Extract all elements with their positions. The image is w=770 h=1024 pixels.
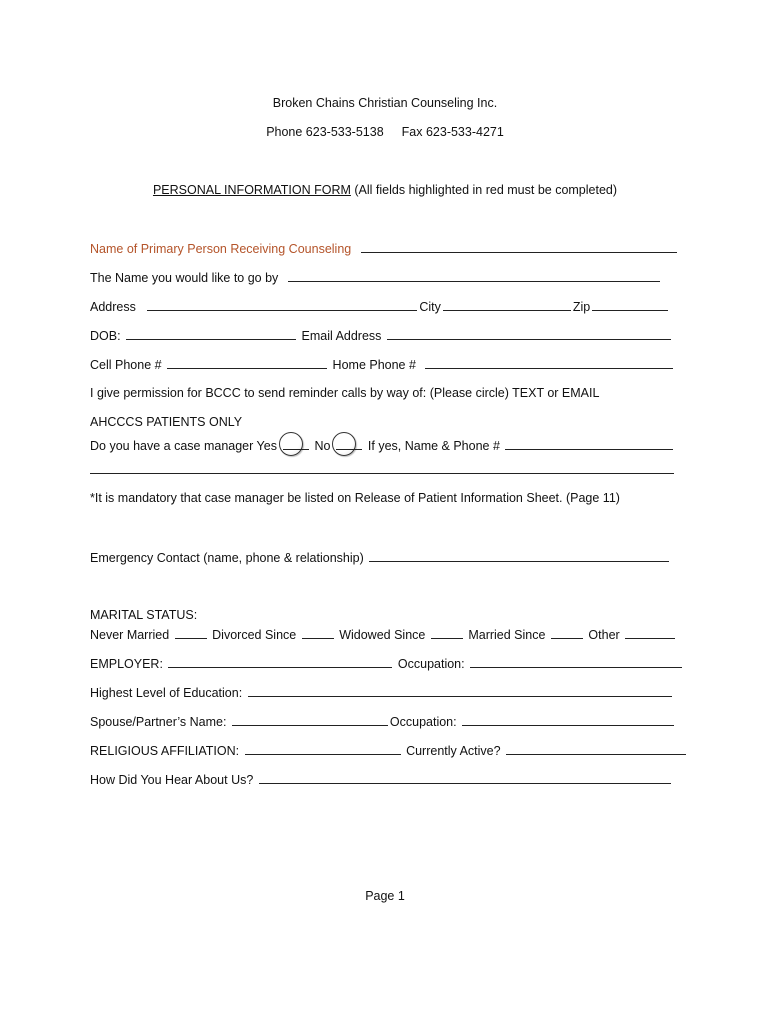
form-title-text: PERSONAL INFORMATION FORM	[152, 183, 351, 197]
no-blank[interactable]	[336, 437, 362, 450]
mandatory-note: *It is mandatory that case manager be listed on Release of Patient Information Sheet. (Page 11)	[90, 491, 620, 505]
widowed-since-input[interactable]	[431, 626, 463, 639]
cell-phone-label: Cell Phone #	[90, 358, 162, 372]
ahcccs-heading: AHCCCS PATIENTS ONLY	[90, 415, 243, 429]
no-label: No	[314, 439, 331, 453]
case-manager-row	[90, 432, 675, 456]
case-manager-extra-input[interactable]	[90, 461, 674, 474]
marital-heading: MARITAL STATUS:	[90, 608, 198, 622]
case-manager-extra-line	[90, 461, 674, 478]
religious-row	[90, 742, 688, 759]
zip-input[interactable]	[592, 298, 668, 311]
occupation-input[interactable]	[470, 655, 682, 668]
primary-person-row	[90, 240, 679, 257]
case-manager-input[interactable]	[505, 437, 673, 450]
spouse-label: Spouse/Partner’s Name:	[90, 715, 227, 729]
hear-row	[90, 771, 673, 788]
education-label: Highest Level of Education:	[90, 686, 243, 700]
dob-label: DOB:	[90, 329, 121, 343]
education-input[interactable]	[248, 684, 672, 697]
address-row	[90, 298, 670, 315]
home-phone-input[interactable]	[425, 356, 673, 369]
fax-number: Fax 623-533-4271	[401, 125, 504, 139]
city-input[interactable]	[443, 298, 571, 311]
employer-row	[90, 655, 684, 672]
spouse-row	[90, 713, 676, 730]
hear-label: How Did You Hear About Us?	[90, 773, 254, 787]
employer-input[interactable]	[168, 655, 392, 668]
city-label: City	[419, 300, 441, 314]
email-input[interactable]	[387, 327, 671, 340]
hear-input[interactable]	[259, 771, 671, 784]
religious-input[interactable]	[245, 742, 401, 755]
other-label: Other	[588, 628, 620, 642]
primary-person-label: Name of Primary Person Receiving Counseling	[90, 242, 352, 256]
address-label: Address	[90, 300, 136, 314]
if-yes-label: If yes, Name & Phone #	[367, 439, 500, 453]
home-phone-label: Home Phone #	[332, 358, 416, 372]
phone-row	[90, 356, 675, 373]
preferred-name-input[interactable]	[288, 269, 660, 282]
married-since-input[interactable]	[551, 626, 583, 639]
yes-label: Yes	[256, 439, 277, 453]
divorced-since-input[interactable]	[302, 626, 334, 639]
org-name: Broken Chains Christian Counseling Inc.	[272, 96, 498, 110]
married-since-label: Married Since	[468, 628, 546, 642]
yes-blank[interactable]	[283, 437, 309, 450]
other-input[interactable]	[625, 626, 675, 639]
emergency-label: Emergency Contact (name, phone & relationship)	[90, 551, 364, 565]
emergency-input[interactable]	[369, 549, 669, 562]
dob-input[interactable]	[126, 327, 296, 340]
never-married-label: Never Married	[90, 628, 170, 642]
never-married-input[interactable]	[175, 626, 207, 639]
divorced-since-label: Divorced Since	[212, 628, 297, 642]
form-title	[0, 182, 770, 198]
zip-label: Zip	[572, 300, 591, 314]
widowed-since-label: Widowed Since	[339, 628, 426, 642]
active-label: Currently Active?	[406, 744, 501, 758]
phone-number: Phone 623-533-5138	[266, 125, 384, 139]
preferred-name-row	[90, 269, 662, 286]
case-manager-question: Do you have a case manager	[90, 439, 254, 453]
occupation2-input[interactable]	[462, 713, 674, 726]
email-label: Email Address	[301, 329, 382, 343]
permission-text: I give permission for BCCC to send reminder calls by way of: (Please circle) TEXT or EMAIL	[90, 386, 600, 400]
cell-phone-input[interactable]	[167, 356, 327, 369]
page-number: Page 1	[365, 889, 405, 903]
spouse-input[interactable]	[232, 713, 388, 726]
primary-person-input[interactable]	[361, 240, 677, 253]
emergency-row	[90, 549, 671, 566]
contact-line	[0, 124, 770, 140]
occupation2-label: Occupation:	[389, 715, 457, 729]
dob-email-row	[90, 327, 673, 344]
education-row	[90, 684, 674, 701]
occupation-label: Occupation:	[397, 657, 465, 671]
preferred-name-label: The Name you would like to go by	[90, 271, 279, 285]
form-title-note: (All fields highlighted in red must be completed)	[354, 183, 618, 197]
marital-row	[90, 626, 677, 643]
active-input[interactable]	[506, 742, 686, 755]
address-input[interactable]	[147, 298, 417, 311]
employer-label: EMPLOYER:	[90, 657, 163, 671]
religious-label: RELIGIOUS AFFILIATION:	[90, 744, 240, 758]
